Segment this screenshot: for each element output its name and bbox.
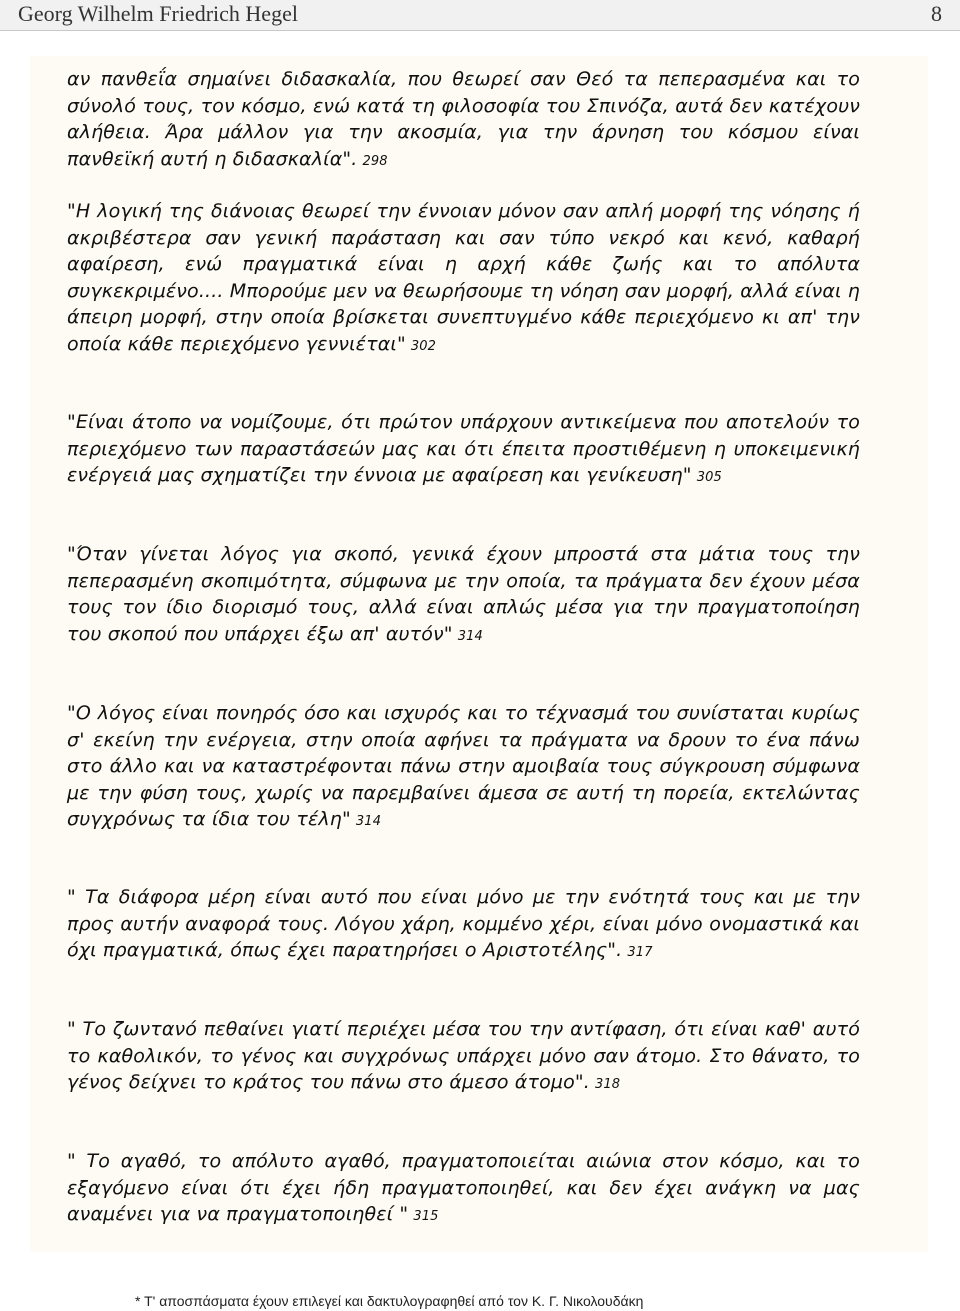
quote-text: " Το ζωντανό πεθαίνει γιατί περιέχει μέσα του την αντίφαση, ότι είναι καθ' αυτό το καθολικόν, το γένος και συγχρόνως υπάρχει μόνο σαν άτομο. Στο θάνατο, το γένος δείχνει το κράτος του πάνω στο άμεσο άτομο". — [67, 1018, 860, 1093]
quote-text: "Ο λόγος είναι πονηρός όσο και ισχυρός και το τέχνασμά του συνίσταται κυρίως σ' εκείνη την ενέργεια, στην οποία αφήνει τα πράγματα να δρουν το ένα πάνω στο άλλο και να καταστρέφονται πάνω στην αμοιβαία τους σύγκρουση σύμφωνα με την φύση τους, χωρίς να παρεμβαίνει άμεσα σε αυτή τη πορεία, εκτελώντας συγχρόνως τα ίδια του τέλη" — [67, 702, 860, 830]
citation-number: 298 — [362, 153, 388, 169]
quote-paragraph-8 — [67, 1148, 860, 1231]
citation-number: 302 — [410, 338, 437, 354]
citation-number: 314 — [457, 628, 483, 644]
quote-paragraph-6 — [67, 884, 860, 967]
running-header — [0, 0, 960, 31]
running-title: Georg Wilhelm Friedrich Hegel — [18, 1, 298, 26]
citation-number: 314 — [355, 814, 382, 829]
citation-number: 315 — [413, 1209, 439, 1224]
quote-paragraph-2 — [67, 198, 860, 360]
footer-note: * Τ' αποσπάσματα έχουν επιλεγεί και δακτυλογραφηθεί από τον Κ. Γ. Νικολουδάκη — [135, 1293, 644, 1309]
quote-paragraph-3 — [67, 409, 860, 492]
quote-text: αν πανθεΐα σημαίνει διδασκαλία, που θεωρεί σαν Θεό τα πεπερασμένα και το σύνολό τους, τον κόσμο, ενώ κατά τη φιλοσοφία του Σπινόζα, αυτά δεν κατέχουν αλήθεια. Άρα μάλλον για την ακοσμία, για την άρνηση του κόσμου είναι πανθεϊκή αυτή η διδασκαλία". — [67, 68, 860, 170]
quote-text: "Όταν γίνεται λόγος για σκοπό, γενικά έχουν μπροστά στα μάτια τους την πεπερασμένη σκοπιμότητα, σύμφωνα με την οποία, τα πράγματα δεν έχουν μέσα τους τον ίδιο διορισμό τους, αλλά είναι απλώς μέσα για την πραγματοποίηση του σκοπού που υπάρχει έξω απ' αυτόν" — [67, 543, 860, 645]
quote-text: " Το αγαθό, το απόλυτο αγαθό, πραγματοποιείται αιώνια στον κόσμο, και το εξαγόμενο είναι ότι έχει ήδη πραγματοποιηθεί, και δεν έχει ανάγκη να μας αναμένει για να πραγματοποιηθεί " — [67, 1150, 860, 1225]
quote-text: " Τα διάφορα μέρη είναι αυτό που είναι μόνο με την ενότητά τους και με την προς αυτήν αναφορά τους. Λόγου χάρη, κομμένο χέρι, είναι μόνο ονομαστικά και όχι πραγματικά, όπως έχει παρατηρήσει ο Αριστοτέλης". — [67, 886, 860, 961]
quote-paragraph-4 — [67, 541, 860, 650]
page-number: 8 — [931, 1, 942, 26]
citation-number: 305 — [696, 470, 722, 485]
quote-text: "Είναι άτοπο να νομίζουμε, ότι πρώτον υπάρχουν αντικείμενα που αποτελούν το περιεχόμενο των παραστάσεών μας και ότι έπειτα προστιθέμενη η υποκειμενική ενέργειά μας σχηματίζει την έννοια με αφαίρεση και γενίκευση" — [67, 411, 860, 486]
citation-number: 318 — [594, 1077, 621, 1092]
quote-paragraph-7 — [67, 1016, 860, 1099]
quote-text: "Η λογική της διάνοιας θεωρεί την έννοιαν μόνον σαν απλή μορφή της νόησης ή ακριβέστερα σαν γενική παράσταση και σαν τύπο νεκρό και κενό, καθαρή αφαίρεση, ενώ πραγματικά είναι η αρχή κάθε ζωής και το απόλυτα συγκεκριμένο.... Μπορούμε μεν να θεωρήσουμε τη νόηση σαν μορφή, αλλά είναι η άπειρη μορφή, στην οποία βρίσκεται συνεπτυγμένο κάθε περιεχόμενο κι απ' την οποία κάθε περιεχόμενο γεννιέται" — [67, 200, 860, 355]
quote-paragraph-1 — [67, 66, 860, 175]
citation-number: 317 — [627, 945, 653, 960]
quote-paragraph-5 — [67, 700, 860, 836]
